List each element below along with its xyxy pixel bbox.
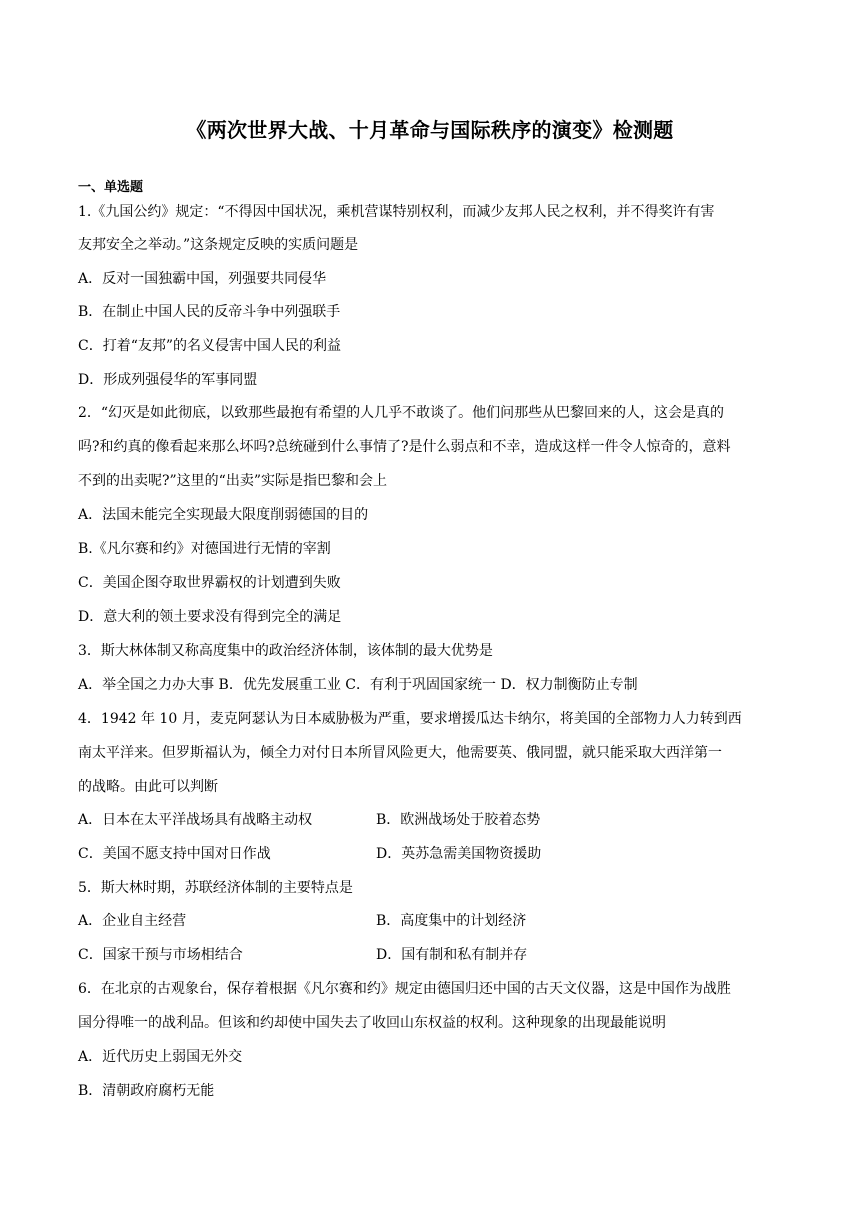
q4-stem-line2: 南太平洋来。但罗斯福认为，倾全力对付日本所冒风险更大，他需要英、俄同盟，就只能采取大西洋第一 — [78, 745, 722, 761]
q4-option-a: A．日本在太平洋战场具有战略主动权 — [78, 812, 313, 828]
q2-option-a: A．法国未能完全实现最大限度削弱德国的目的 — [78, 507, 369, 523]
q5-option-d: D．国有制和私有制并存 — [376, 947, 528, 963]
q4-stem-line3: 的战略。由此可以判断 — [78, 779, 218, 795]
q2-stem-line3: 不到的出卖呢?”这里的“出卖”实际是指巴黎和会上 — [78, 473, 387, 489]
q6-stem-line1: 6．在北京的古观象台，保存着根据《凡尔赛和约》规定由德国归还中国的古天文仪器，这是中国作为战胜 — [78, 981, 731, 997]
q1-stem-line1: 1.《九国公约》规定：“不得因中国状况，乘机营谋特别权利，而减少友邦人民之权利，并不得奖许有害 — [78, 204, 715, 220]
q3-options: A．举全国之力办大事 B．优先发展重工业 C．有利于巩固国家统一 D．权力制衡防止专制 — [78, 677, 638, 693]
q5-option-c: C．国家干预与市场相结合 — [78, 947, 243, 963]
q1-option-b: B．在制止中国人民的反帝斗争中列强联手 — [78, 304, 341, 320]
q1-option-a: A．反对一国独霸中国，列强要共同侵华 — [78, 271, 327, 287]
q1-stem-line2: 友邦安全之举动。”这条规定反映的实质问题是 — [78, 237, 359, 253]
q2-stem-line2: 吗?和约真的像看起来那么坏吗?总统碰到什么事情了?是什么弱点和不幸，造成这样一件令人惊奇的，意料 — [78, 439, 731, 455]
q4-option-c: C．美国不愿支持中国对日作战 — [78, 846, 271, 862]
q2-option-d: D．意大利的领土要求没有得到完全的满足 — [78, 609, 342, 625]
q4-stem-line1: 4．1942 年 10 月，麦克阿瑟认为日本威胁极为严重，要求增援瓜达卡纳尔，将美国的全部物力人力转到西 — [78, 711, 742, 727]
q5-stem: 5．斯大林时期，苏联经济体制的主要特点是 — [78, 880, 353, 896]
q6-option-a: A．近代历史上弱国无外交 — [78, 1049, 243, 1065]
page-title: 《两次世界大战、十月革命与国际秩序的演变》检测题 — [186, 118, 674, 142]
q1-option-d: D．形成列强侵华的军事同盟 — [78, 372, 258, 388]
q2-option-c: C．美国企图夺取世界霸权的计划遭到失败 — [78, 575, 341, 591]
q3-stem: 3．斯大林体制又称高度集中的政治经济体制，该体制的最大优势是 — [78, 643, 493, 659]
section-heading: 一、单选题 — [78, 180, 144, 195]
q4-option-b: B．欧洲战场处于胶着态势 — [376, 812, 541, 828]
q6-stem-line2: 国分得唯一的战利品。但该和约却使中国失去了收回山东权益的权利。这种现象的出现最能说明 — [78, 1015, 666, 1031]
q2-option-b: B.《凡尔赛和约》对德国进行无情的宰割 — [78, 541, 331, 557]
q5-option-a: A．企业自主经营 — [78, 913, 187, 929]
q4-option-d: D．英苏急需美国物资援助 — [376, 846, 542, 862]
q1-option-c: C．打着“友邦”的名义侵害中国人民的利益 — [78, 338, 342, 354]
q5-option-b: B．高度集中的计划经济 — [376, 913, 527, 929]
q2-stem-line1: 2．“幻灭是如此彻底，以致那些最抱有希望的人几乎不敢谈了。他们问那些从巴黎回来的人，这会是真的 — [78, 405, 725, 421]
q6-option-b: B．清朝政府腐朽无能 — [78, 1083, 215, 1099]
